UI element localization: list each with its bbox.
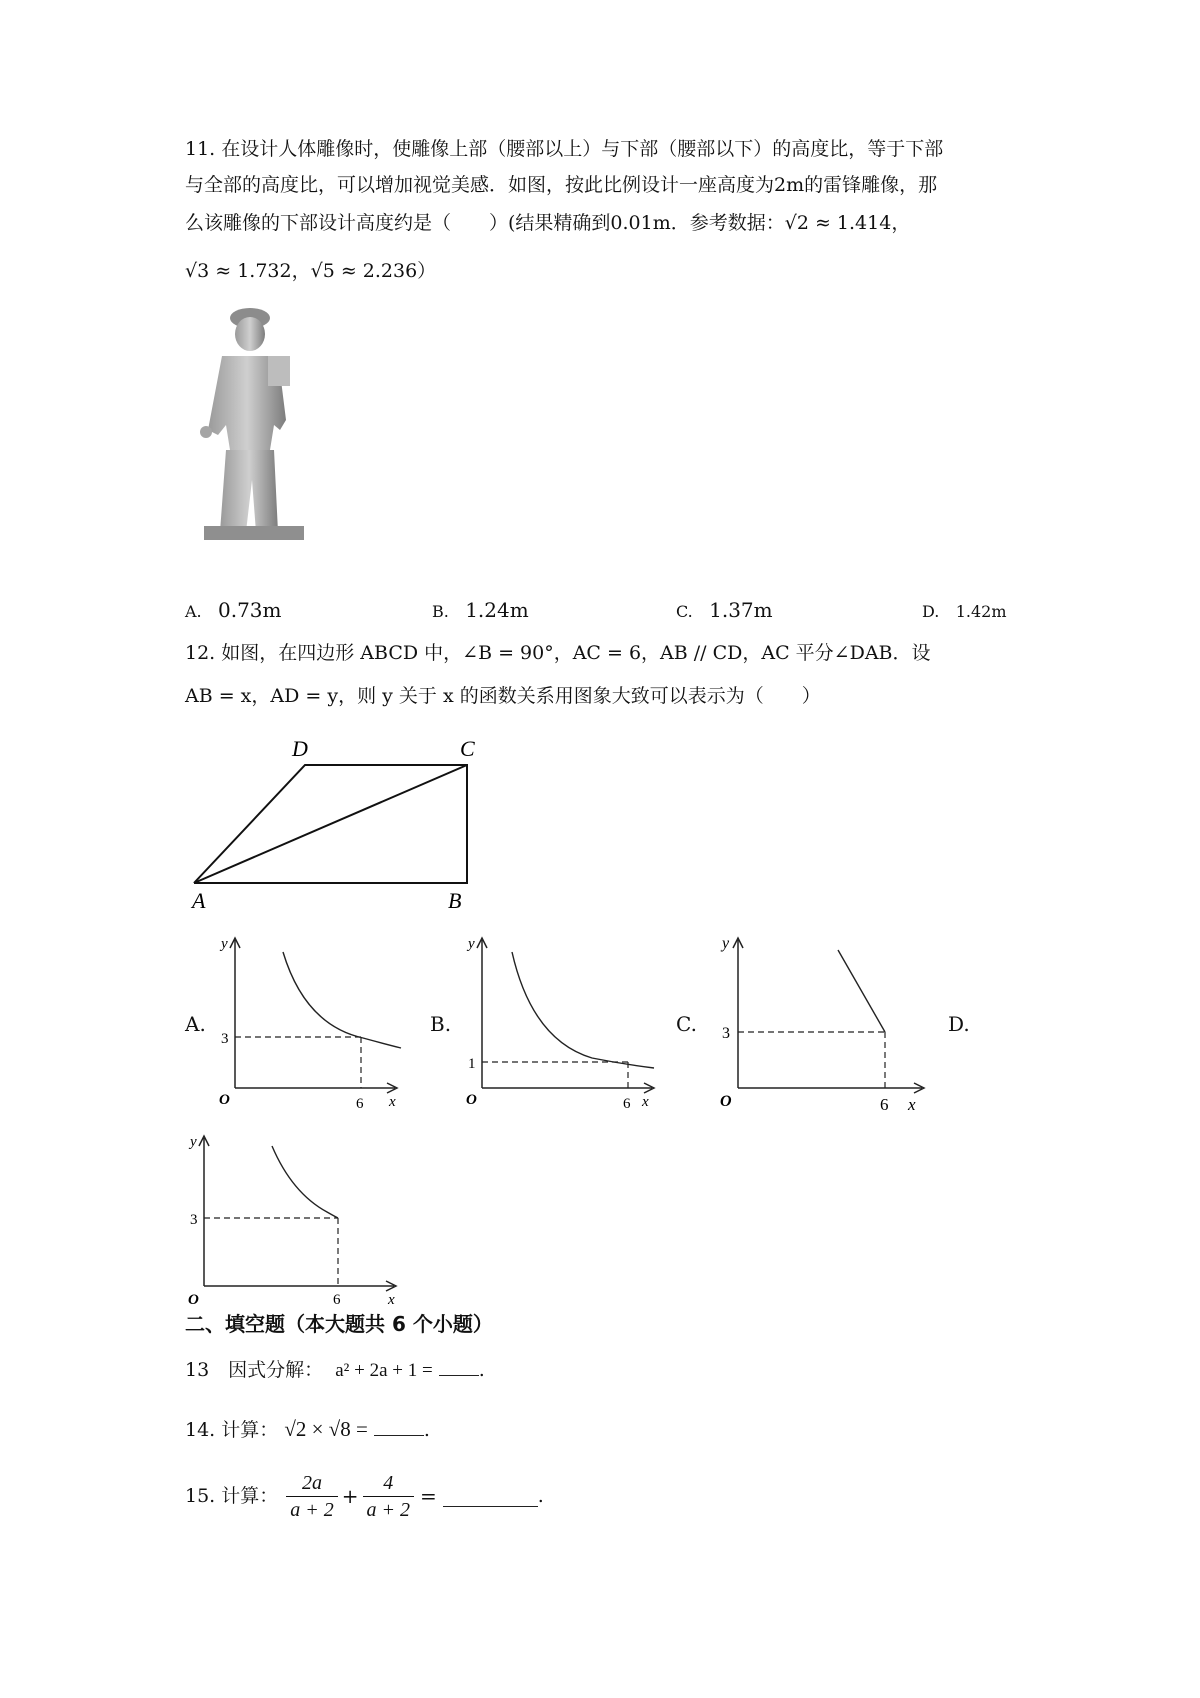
graph-option-d-letter[interactable]: D. (948, 1012, 970, 1036)
axis-x-label: x (908, 1095, 916, 1110)
fraction-numerator: 4 (363, 1470, 415, 1497)
q11-line-4: √3 ≈ 1.732，√5 ≈ 2.236） (185, 260, 437, 282)
axis-y-label: y (221, 936, 228, 952)
q13-answer-blank[interactable] (439, 1357, 479, 1376)
q14 (185, 1416, 430, 1443)
graph-option-d[interactable] (182, 1128, 402, 1308)
statue-image (190, 300, 310, 550)
q13-expression: a² + 2a + 1 = (335, 1360, 433, 1381)
quadrilateral-figure (180, 730, 490, 910)
q15-suffix: . (537, 1485, 544, 1507)
graph-option-a-letter[interactable]: A. (185, 1012, 206, 1036)
option-letter: C. (676, 602, 693, 621)
graph-option-b-letter[interactable]: B. (430, 1012, 452, 1036)
origin-label: O (188, 1292, 199, 1308)
fraction-denominator: a + 2 (290, 1498, 334, 1521)
q14-suffix: . (423, 1419, 430, 1441)
q15-prefix: 15. 计算： (185, 1485, 279, 1507)
q13 (185, 1357, 485, 1384)
x-tick: 6 (623, 1096, 631, 1110)
section-heading: 二、填空题（本大题共 6 个小题） (185, 1312, 493, 1336)
x-tick: 6 (333, 1292, 341, 1308)
axis-y-label: y (190, 1134, 197, 1150)
q14-prefix: 14. 计算： (185, 1419, 279, 1441)
x-tick: 6 (356, 1096, 364, 1110)
option-letter: D. (922, 602, 940, 621)
option-letter: B. (432, 602, 449, 621)
q15-fraction-2 (363, 1470, 415, 1523)
q12-line-2: AB = x，AD = y，则 y 关于 x 的函数关系用图象大致可以表示为（ ） (185, 685, 821, 707)
q15 (185, 1466, 544, 1526)
y-tick: 1 (468, 1056, 476, 1072)
q11-option-d[interactable] (922, 598, 1007, 622)
q13-prefix: 13 因式分解： (185, 1359, 324, 1381)
q13-suffix: . (478, 1359, 485, 1381)
label-b: B (448, 888, 462, 910)
label-d: D (292, 736, 308, 761)
q12-line-1: 12. 如图，在四边形 ABCD 中，∠B = 90°，AC = 6，AB // CD，AC 平分∠DAB．设 (185, 642, 931, 664)
y-tick: 3 (190, 1212, 198, 1228)
fraction-denominator: a + 2 (366, 1498, 411, 1521)
graph-option-c-letter[interactable]: C. (676, 1012, 697, 1036)
plus-sign: + (341, 1484, 359, 1508)
option-text: 1.24m (465, 598, 529, 622)
origin-label: O (219, 1092, 230, 1108)
q14-answer-blank[interactable] (374, 1417, 424, 1436)
graph-option-a[interactable] (205, 930, 415, 1110)
q11-option-a[interactable] (185, 598, 282, 622)
axis-x-label: x (388, 1292, 395, 1308)
graph-option-c[interactable] (700, 930, 930, 1110)
option-text: 1.42m (955, 602, 1007, 621)
y-tick: 3 (221, 1031, 229, 1047)
option-text: 1.37m (709, 598, 773, 622)
axis-x-label: x (642, 1094, 649, 1110)
option-text: 0.73m (218, 598, 282, 622)
equals-sign: = (420, 1484, 437, 1508)
q15-fraction-1 (286, 1470, 338, 1523)
fraction-numerator: 2a (286, 1470, 338, 1497)
q11-line-2: 与全部的高度比，可以增加视觉美感．如图，按此比例设计一座高度为2m的雷锋雕像，那 (185, 174, 938, 196)
label-c: C (460, 736, 475, 761)
origin-label: O (720, 1093, 732, 1110)
q15-answer-blank[interactable] (443, 1486, 538, 1507)
q11-option-b[interactable] (432, 598, 529, 622)
y-tick: 3 (722, 1025, 730, 1042)
q11-line-3: 么该雕像的下部设计高度约是（ ）(结果精确到0.01m．参考数据：√2 ≈ 1.414， (185, 212, 911, 234)
q11-option-c[interactable] (676, 598, 773, 622)
axis-y-label: y (722, 935, 730, 952)
label-a: A (192, 888, 206, 910)
axis-y-label: y (468, 936, 475, 952)
option-letter: A. (185, 602, 202, 621)
x-tick: 6 (880, 1095, 889, 1110)
q14-expression: √2 × √8 = (284, 1417, 368, 1441)
q11-line-1: 11. 在设计人体雕像时，使雕像上部（腰部以上）与下部（腰部以下）的高度比，等于下部 (185, 138, 944, 160)
origin-label: O (466, 1092, 477, 1108)
axis-x-label: x (389, 1094, 396, 1110)
graph-option-b[interactable] (452, 930, 662, 1110)
